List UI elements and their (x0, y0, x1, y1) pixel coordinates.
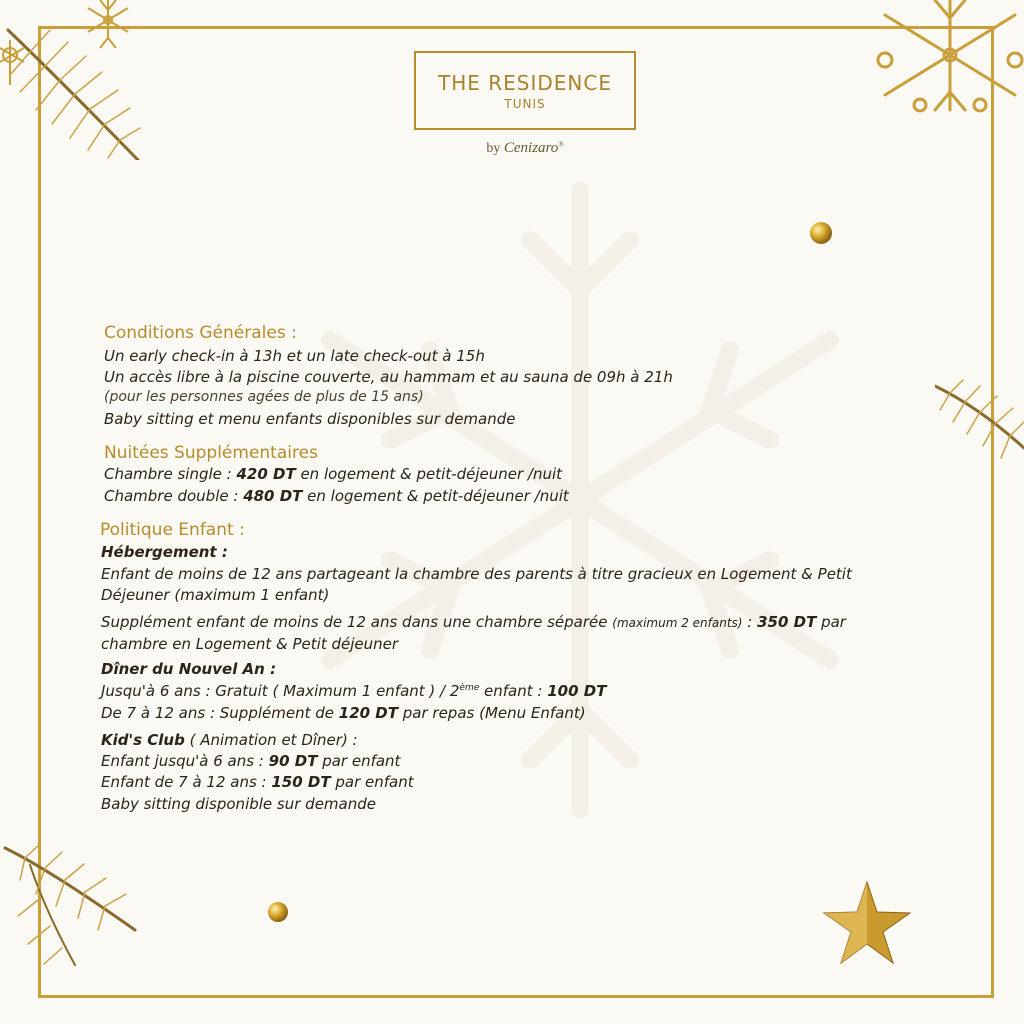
kids-club-title (101, 731, 358, 749)
hebergement-supplement-line (101, 613, 846, 631)
kids-club-price: 90 DT (268, 752, 318, 770)
diner-text: De 7 à 12 ans : Supplément de (101, 704, 339, 722)
pine-branch-icon (935, 378, 1024, 460)
diner-text: par repas (Menu Enfant) (397, 704, 586, 722)
single-room-label: Chambre single : (104, 465, 237, 483)
single-room-price: 420 DT (236, 465, 296, 483)
kids-club-text: Enfant de 7 à 12 ans : (101, 773, 272, 791)
single-room-line (104, 465, 562, 483)
conditions-line: Un accès libre à la piscine couverte, au hammam et au sauna de 09h à 21h (104, 368, 673, 386)
conditions-line: Un early check-in à 13h et un late check-out à 15h (104, 347, 485, 365)
supplement-price: 350 DT (757, 613, 817, 631)
kids-club-price: 150 DT (271, 773, 331, 791)
supplement-par: par (816, 613, 846, 631)
kids-club-desc: ( Animation et Dîner) : (184, 731, 358, 749)
hebergement-line: Enfant de moins de 12 ans partageant la chambre des parents à titre gracieux en Logement & Petit (101, 565, 852, 583)
diner-line (101, 682, 606, 700)
supplement-colon: : (742, 613, 758, 631)
logo-by-text: by (486, 141, 501, 156)
double-room-desc: en logement & petit-déjeuner /nuit (302, 487, 569, 505)
logo-brand: Cenizaro (503, 140, 559, 156)
snowflake-icon (875, 0, 1024, 120)
diner-text: enfant : (479, 682, 548, 700)
kids-club-text: par enfant (317, 752, 401, 770)
conditions-note: (pour les personnes agées de plus de 15 ans) (104, 389, 424, 405)
kids-club-text: par enfant (330, 773, 414, 791)
diner-text: Jusqu'à 6 ans : Gratuit ( Maximum 1 enfant ) / 2 (101, 682, 460, 700)
diner-superscript: ème (459, 683, 480, 693)
gold-ball-icon (808, 220, 834, 246)
logo-byline (414, 140, 636, 157)
gold-frame (38, 26, 994, 998)
kids-club-line: Baby sitting disponible sur demande (101, 795, 376, 813)
gold-star-icon (822, 880, 912, 965)
supplement-note: (maximum 2 enfants) (612, 616, 743, 630)
supplement-text: Supplément enfant de moins de 12 ans dans une chambre séparée (101, 613, 613, 631)
diner-price: 120 DT (338, 704, 398, 722)
kids-club-name: Kid's Club (101, 731, 185, 749)
diner-price: 100 DT (547, 682, 607, 700)
hebergement-line: Déjeuner (maximum 1 enfant) (101, 586, 330, 604)
hebergement-title: Hébergement : (101, 543, 228, 561)
logo-subtitle: TUNIS (504, 97, 546, 111)
pine-branch-icon (0, 840, 140, 970)
double-room-price: 480 DT (243, 487, 303, 505)
diner-line (101, 704, 586, 722)
conditions-line: Baby sitting et menu enfants disponibles sur demande (104, 410, 516, 428)
kids-club-line (101, 773, 414, 791)
single-room-desc: en logement & petit-déjeuner /nuit (295, 465, 563, 483)
double-room-label: Chambre double : (104, 487, 244, 505)
hebergement-line: chambre en Logement & Petit déjeuner (101, 635, 399, 653)
enfant-heading: Politique Enfant : (100, 520, 245, 540)
pine-branch-icon (0, 20, 145, 160)
logo (414, 51, 636, 130)
kids-club-line (101, 752, 400, 770)
double-room-line (104, 487, 569, 505)
diner-title: Dîner du Nouvel An : (101, 660, 277, 678)
gold-ball-icon (266, 900, 290, 924)
nuitees-heading: Nuitées Supplémentaires (104, 443, 318, 463)
conditions-heading: Conditions Générales : (104, 323, 297, 343)
logo-title: THE RESIDENCE (438, 71, 612, 95)
logo-registered-mark: ® (558, 140, 564, 149)
kids-club-text: Enfant jusqu'à 6 ans : (101, 752, 269, 770)
